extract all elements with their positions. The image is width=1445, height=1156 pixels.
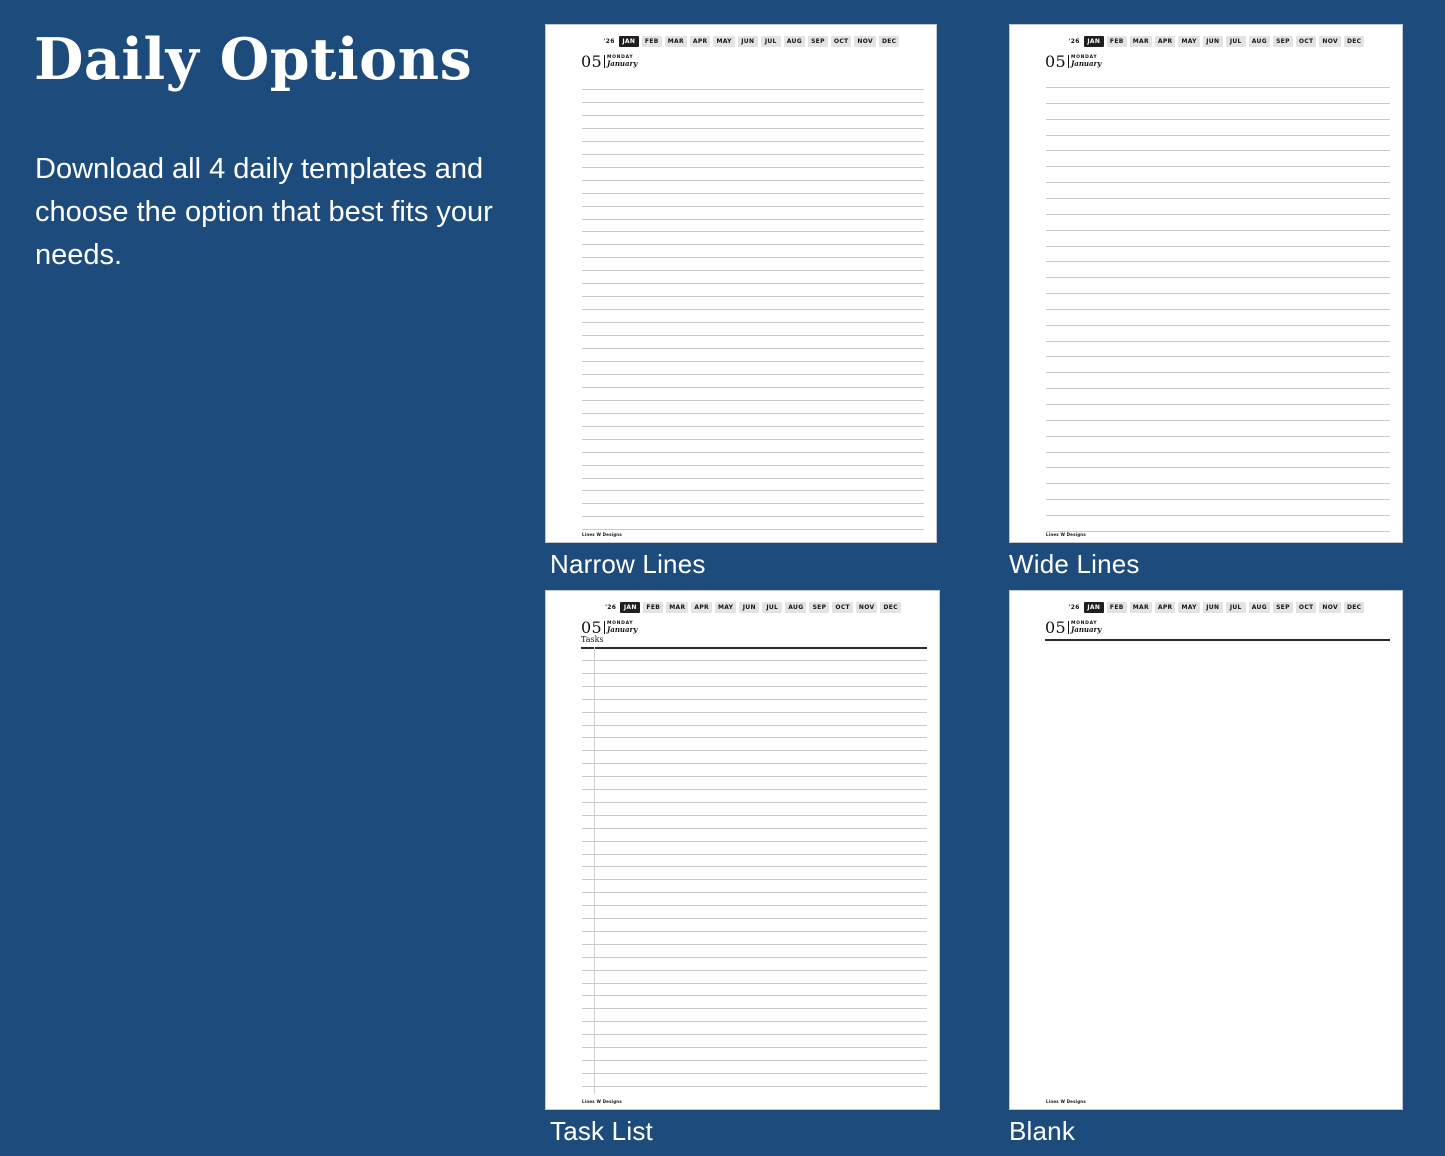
ruled-line xyxy=(582,686,927,687)
month-tab-sep[interactable]: SEP xyxy=(808,36,828,47)
month-tab-feb[interactable]: FEB xyxy=(643,602,663,613)
month-tab-bar xyxy=(1030,36,1402,47)
month-tab-apr[interactable]: APR xyxy=(691,602,712,613)
ruled-line xyxy=(582,802,927,803)
ruled-line xyxy=(582,1047,927,1048)
month-tab-jul[interactable]: JUL xyxy=(761,36,781,47)
day-number: 05 xyxy=(581,52,602,71)
ruled-line xyxy=(582,478,924,479)
ruled-line xyxy=(582,387,924,388)
ruled-line xyxy=(582,374,924,375)
month-tab-dec[interactable]: DEC xyxy=(880,602,900,613)
ruled-line xyxy=(582,219,924,220)
month-tab-apr[interactable]: APR xyxy=(690,36,711,47)
ruled-line xyxy=(582,296,924,297)
ruled-line xyxy=(582,529,924,530)
month-tab-bar xyxy=(566,36,936,47)
date-divider xyxy=(1068,55,1069,68)
ruled-line xyxy=(582,257,924,258)
date-header xyxy=(1045,619,1101,637)
month-tab-nov[interactable]: NOV xyxy=(856,602,878,613)
ruled-line xyxy=(1046,483,1390,484)
ruled-line xyxy=(582,660,927,661)
blank-header-rule xyxy=(1045,639,1390,641)
ruled-line xyxy=(1046,230,1390,231)
ruled-line xyxy=(1046,404,1390,405)
ruled-line xyxy=(582,154,924,155)
month-tab-dec[interactable]: DEC xyxy=(879,36,899,47)
ruled-line xyxy=(582,193,924,194)
month-tab-feb[interactable]: FEB xyxy=(1107,36,1127,47)
ruled-line xyxy=(1046,467,1390,468)
month-tab-jun[interactable]: JUN xyxy=(1203,36,1223,47)
ruled-line xyxy=(582,348,924,349)
ruled-line xyxy=(582,1021,927,1022)
tasks-section-label: Tasks xyxy=(581,635,604,644)
ruled-line xyxy=(1046,277,1390,278)
tasks-header-rule xyxy=(581,647,927,649)
month-tab-nov[interactable]: NOV xyxy=(1319,36,1341,47)
template-label-narrow-lines: Narrow Lines xyxy=(550,549,706,579)
ruled-line xyxy=(582,841,927,842)
date-divider xyxy=(604,621,605,634)
day-name: MONDAY xyxy=(606,621,634,626)
ruled-line xyxy=(1046,420,1390,421)
ruled-line xyxy=(582,244,924,245)
month-tab-dec[interactable]: DEC xyxy=(1344,36,1364,47)
ruled-line xyxy=(1046,515,1390,516)
month-tab-jul[interactable]: JUL xyxy=(1226,36,1246,47)
ruled-line xyxy=(582,712,927,713)
month-tab-oct[interactable]: OCT xyxy=(1296,602,1317,613)
day-name: MONDAY xyxy=(1070,621,1098,626)
ruled-line xyxy=(582,1086,927,1087)
ruled-line xyxy=(582,1034,927,1035)
month-tab-jul[interactable]: JUL xyxy=(1226,602,1246,613)
ruled-line xyxy=(582,426,924,427)
ruled-line xyxy=(1046,531,1390,532)
year-tab[interactable]: '26 xyxy=(1068,604,1080,611)
branding-mark: Lines W Designs xyxy=(1046,1099,1086,1104)
template-page-task-list xyxy=(545,590,940,1110)
ruled-line xyxy=(582,866,927,867)
ruled-line xyxy=(582,128,924,129)
ruled-line xyxy=(582,322,924,323)
ruled-line xyxy=(1046,261,1390,262)
ruled-line xyxy=(1046,436,1390,437)
ruled-line xyxy=(1046,166,1390,167)
ruled-line xyxy=(1046,119,1390,120)
ruled-line xyxy=(582,141,924,142)
page-description: Download all 4 daily templates and choose the option that best fits your needs. xyxy=(35,153,493,271)
month-tab-may[interactable]: MAY xyxy=(713,36,734,47)
ruled-line xyxy=(1046,309,1390,310)
ruled-line xyxy=(582,673,927,674)
month-tab-jan[interactable]: JAN xyxy=(1084,36,1104,47)
ruled-line xyxy=(1046,499,1390,500)
date-divider xyxy=(604,55,605,68)
ruled-line xyxy=(1046,452,1390,453)
ruled-line xyxy=(582,167,924,168)
year-tab[interactable]: '26 xyxy=(603,38,615,45)
month-name: January xyxy=(1070,59,1102,68)
ruled-line xyxy=(582,815,927,816)
ruled-line xyxy=(1046,182,1390,183)
template-page-narrow-lines xyxy=(545,24,937,543)
ruled-line xyxy=(1046,150,1390,151)
ruled-line xyxy=(582,361,924,362)
day-name: MONDAY xyxy=(1070,55,1098,60)
month-tab-oct[interactable]: OCT xyxy=(831,36,852,47)
branding-mark: Lines W Designs xyxy=(582,532,622,537)
month-tab-aug[interactable]: AUG xyxy=(1249,36,1270,47)
month-tab-aug[interactable]: AUG xyxy=(784,36,805,47)
month-tab-nov[interactable]: NOV xyxy=(1319,602,1341,613)
ruled-line xyxy=(582,789,927,790)
ruled-line xyxy=(1046,87,1390,88)
task-checkbox-column-rule xyxy=(594,647,595,1094)
ruled-line xyxy=(582,180,924,181)
template-label-blank: Blank xyxy=(1009,1116,1076,1146)
ruled-line xyxy=(1046,341,1390,342)
ruled-line xyxy=(582,725,927,726)
day-name: MONDAY xyxy=(606,55,634,60)
ruled-line xyxy=(582,763,927,764)
month-tab-aug[interactable]: AUG xyxy=(1249,602,1270,613)
ruled-line xyxy=(582,439,924,440)
month-name: January xyxy=(606,59,638,68)
ruled-line xyxy=(582,1073,927,1074)
month-tab-sep[interactable]: SEP xyxy=(1273,36,1293,47)
day-number: 05 xyxy=(1045,618,1066,637)
ruled-line xyxy=(1046,198,1390,199)
ruled-line xyxy=(582,750,927,751)
month-tab-jun[interactable]: JUN xyxy=(1203,602,1223,613)
ruled-line xyxy=(582,699,927,700)
ruled-line xyxy=(582,516,924,517)
month-tab-jun[interactable]: JUN xyxy=(738,36,758,47)
month-tab-sep[interactable]: SEP xyxy=(1273,602,1293,613)
branding-mark: Lines W Designs xyxy=(1046,532,1086,537)
month-tab-jul[interactable]: JUL xyxy=(762,602,782,613)
ruled-line xyxy=(1046,325,1390,326)
ruled-line xyxy=(582,879,927,880)
month-tab-jun[interactable]: JUN xyxy=(739,602,759,613)
ruled-line xyxy=(1046,135,1390,136)
ruled-line xyxy=(582,206,924,207)
date-header xyxy=(1045,53,1101,71)
ruled-line xyxy=(1046,356,1390,357)
ruled-line xyxy=(582,102,924,103)
year-tab[interactable]: '26 xyxy=(1068,38,1080,45)
ruled-line xyxy=(582,828,927,829)
ruled-line xyxy=(582,283,924,284)
ruled-line xyxy=(1046,214,1390,215)
ruled-line xyxy=(582,854,927,855)
ruled-line xyxy=(582,957,927,958)
month-tab-sep[interactable]: SEP xyxy=(809,602,829,613)
ruled-line xyxy=(582,465,924,466)
date-divider xyxy=(1068,621,1069,634)
template-page-wide-lines xyxy=(1009,24,1403,543)
month-tab-jan[interactable]: JAN xyxy=(619,36,639,47)
year-tab[interactable]: '26 xyxy=(605,604,617,611)
month-tab-mar[interactable]: MAR xyxy=(665,36,687,47)
ruled-line xyxy=(582,335,924,336)
ruled-line xyxy=(582,970,927,971)
ruled-line xyxy=(582,400,924,401)
ruled-line xyxy=(1046,103,1390,104)
ruled-line xyxy=(582,309,924,310)
month-tab-bar xyxy=(566,602,939,613)
month-tab-apr[interactable]: APR xyxy=(1155,602,1176,613)
month-tab-oct[interactable]: OCT xyxy=(832,602,853,613)
month-tab-oct[interactable]: OCT xyxy=(1296,36,1317,47)
ruled-line xyxy=(582,995,927,996)
month-name: January xyxy=(606,625,638,634)
ruled-line xyxy=(582,1008,927,1009)
month-tab-feb[interactable]: FEB xyxy=(642,36,662,47)
ruled-line xyxy=(582,983,927,984)
ruled-line xyxy=(582,413,924,414)
ruled-line xyxy=(582,490,924,491)
ruled-line xyxy=(582,452,924,453)
ruled-line xyxy=(1046,246,1390,247)
month-tab-may[interactable]: MAY xyxy=(1178,602,1199,613)
ruled-line xyxy=(582,776,927,777)
ruled-line xyxy=(582,1060,927,1061)
ruled-line xyxy=(582,231,924,232)
month-tab-apr[interactable]: APR xyxy=(1155,36,1176,47)
ruled-line xyxy=(582,737,927,738)
page-title: Daily Options xyxy=(34,26,473,93)
month-tab-feb[interactable]: FEB xyxy=(1107,602,1127,613)
ruled-line xyxy=(582,931,927,932)
ruled-line xyxy=(582,89,924,90)
ruled-line xyxy=(582,115,924,116)
ruled-line xyxy=(582,270,924,271)
ruled-line xyxy=(582,892,927,893)
ruled-line xyxy=(582,918,927,919)
month-name: January xyxy=(1070,625,1102,634)
branding-mark: Lines W Designs xyxy=(582,1099,622,1104)
month-tab-aug[interactable]: AUG xyxy=(785,602,806,613)
ruled-line xyxy=(1046,388,1390,389)
month-tab-bar xyxy=(1030,602,1402,613)
month-tab-may[interactable]: MAY xyxy=(1178,36,1199,47)
day-number: 05 xyxy=(581,618,602,637)
ruled-line xyxy=(1046,372,1390,373)
month-tab-dec[interactable]: DEC xyxy=(1344,602,1364,613)
month-tab-may[interactable]: MAY xyxy=(715,602,736,613)
template-label-task-list: Task List xyxy=(550,1116,653,1146)
ruled-line xyxy=(1046,293,1390,294)
month-tab-nov[interactable]: NOV xyxy=(854,36,876,47)
ruled-line xyxy=(582,944,927,945)
month-tab-jan[interactable]: JAN xyxy=(620,602,640,613)
month-tab-mar[interactable]: MAR xyxy=(666,602,688,613)
ruled-line xyxy=(582,905,927,906)
month-tab-mar[interactable]: MAR xyxy=(1130,602,1152,613)
template-page-blank xyxy=(1009,590,1403,1110)
ruled-line xyxy=(582,503,924,504)
month-tab-mar[interactable]: MAR xyxy=(1130,36,1152,47)
template-label-wide-lines: Wide Lines xyxy=(1009,549,1140,579)
month-tab-jan[interactable]: JAN xyxy=(1084,602,1104,613)
date-header xyxy=(581,53,637,71)
day-number: 05 xyxy=(1045,52,1066,71)
